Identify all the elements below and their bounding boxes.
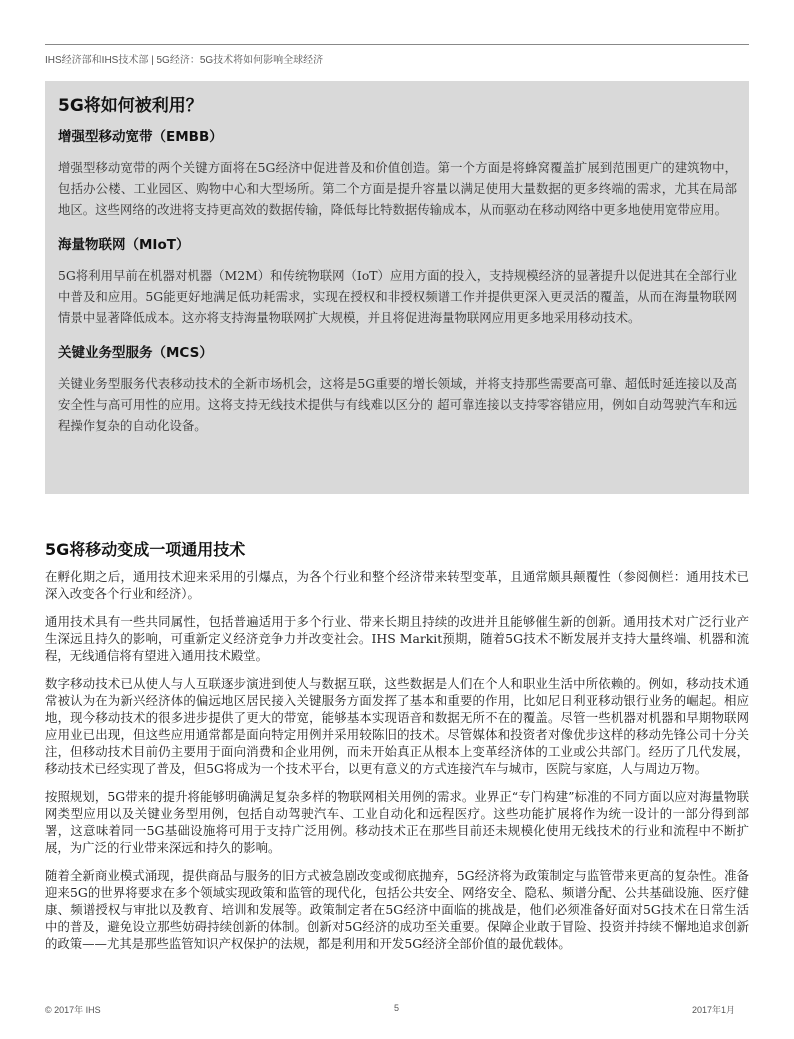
- body-paragraph: 数字移动技术已从使人与人互联逐步演进到使人与数据互联，这些数据是人们在个人和职业生活中所依赖的。例如，移动技术通常被认为在为新兴经济体的偏远地区居民接入关键服务方面发挥了基本和重要的作用，比如尼日利亚移动银行业务的崛起。相应地，现今移动技术的很多进步提供了更大的带宽，能够基本实现语音和数据无所不在的覆盖。尽管一些机器对机器和早期物联网应用业已出现，但这些应用通常都是面向特定用例并采用较陈旧的技术。尽管媒体和投资者对像优步这样的移动先锋公司十分关注，但移动技术目前仍主要用于面向消费和企业用例，而未开始真正从根本上变革经济体的工业或公共部门。经历了几代发展，移动技术已经实现了普及，但5G将成为一个技术平台，以更有意义的方式连接汽车与城市，医院与家庭，人与周边万物。: [45, 676, 749, 776]
- embb-text: 增强型移动宽带的两个关键方面将在5G经济中促进普及和价值创造。第一个方面是将蜂窝覆盖扩展到范围更广的建筑物中，包括办公楼、工业园区、购物中心和大型场所。第二个方面是提升容量以满足使用大量数据的更多终端的需求，尤其在局部地区。这些网络的改进将支持更高效的数据传输，降低每比特数据传输成本，从而驱动在移动网络中更多地使用宽带应用。: [58, 160, 737, 217]
- body-paragraph: 通用技术具有一些共同属性，包括普遍适用于多个行业、带来长期且持续的改进并且能够催生新的创新。通用技术对广泛行业产生深远且持久的影响，可重新定义经济竞争力并改变社会。IHS Markit预期，随着5G技术不断发展并支持大量终端、机器和流程，无线通信将有望进入通用技术殿堂。: [45, 614, 749, 663]
- body-paragraph: 在孵化期之后，通用技术迎来采用的引爆点，为各个行业和整个经济带来转型变革，且通常颇具颠覆性（参阅侧栏：通用技术已深入改变各个行业和经济）。: [45, 569, 749, 601]
- mcs-text: 关键业务型服务代表移动技术的全新市场机会，这将是5G重要的增长领域，并将支持那些需要高可靠、超低时延连接以及高安全性与高可用性的应用。这将支持无线技术提供与有线难以区分的 超可靠连接以支持零容错应用，例如自动驾驶汽车和远程操作复杂的自动化设备。: [58, 376, 737, 433]
- miot-text: 5G将利用早前在机器对机器（M2M）和传统物联网（IoT）应用方面的投入，支持规模经济的显著提升以促进其在全部行业中普及和应用。5G能更好地满足低功耗需求，实现在授权和非授权频谱工作并提供更深入更灵活的覆盖，从而在海量物联网情景中显著降低成本。这亦将支持海量物联网扩大规模，并且将促进海量物联网应用更多地采用移动技术。: [58, 268, 737, 325]
- section-title: 5G将移动变成一项通用技术: [45, 540, 246, 559]
- sidebar-box: [45, 81, 749, 494]
- footer-date: 2017年1月: [692, 1005, 736, 1015]
- main-body: [45, 568, 749, 963]
- body-paragraph: 随着全新商业模式涌现，提供商品与服务的旧方式被急剧改变或彻底抛弃，5G经济将为政策制定与监管带来更高的复杂性。准备迎来5G的世界将要求在多个领域实现政策和监管的现代化，包括公共安全、网络安全、隐私、频谱分配、公共基础设施、医疗健康、频谱授权与审批以及教育、培训和发展等。政策制定者在5G经济中面临的挑战是，他们必须准备好面对5G技术在日常生活中的普及，避免设立那些妨碍持续创新的体制。创新对5G经济的成功至关重要。保障企业敢于冒险、投资并持续不懈地追求创新的政策——尤其是那些监管知识产权保护的法规，都是利用和开发5G经济全部价值的最优载体。: [45, 868, 749, 951]
- footer-page-number: 5: [394, 1003, 400, 1013]
- body-paragraph: 按照规划，5G带来的提升将能够明确满足复杂多样的物联网相关用例的需求。业界正“专门构建”标准的不同方面以应对海量物联网类型应用以及关键业务型用例，包括自动驾驶汽车、工业自动化和远程医疗。这些功能扩展将作为统一设计的一部分得到部署，这意味着同一5G基础设施将可用于支持广泛用例。移动技术正在那些目前还未规模化使用无线技术的行业和流程中不断扩展，为广泛的行业带来深远和持久的影响。: [45, 789, 749, 855]
- sidebar-title: 5G将如何被利用？: [58, 96, 203, 116]
- footer-copyright: © 2017年 IHS: [45, 1005, 101, 1015]
- embb-heading: 增强型移动宽带（EMBB）: [58, 129, 223, 145]
- running-header: IHS经济部和IHS技术部 | 5G经济：5G技术将如何影响全球经济: [45, 55, 324, 66]
- mcs-heading: 关键业务型服务（MCS）: [58, 345, 213, 361]
- header-rule: [45, 44, 749, 45]
- miot-heading: 海量物联网（MIoT）: [58, 237, 190, 253]
